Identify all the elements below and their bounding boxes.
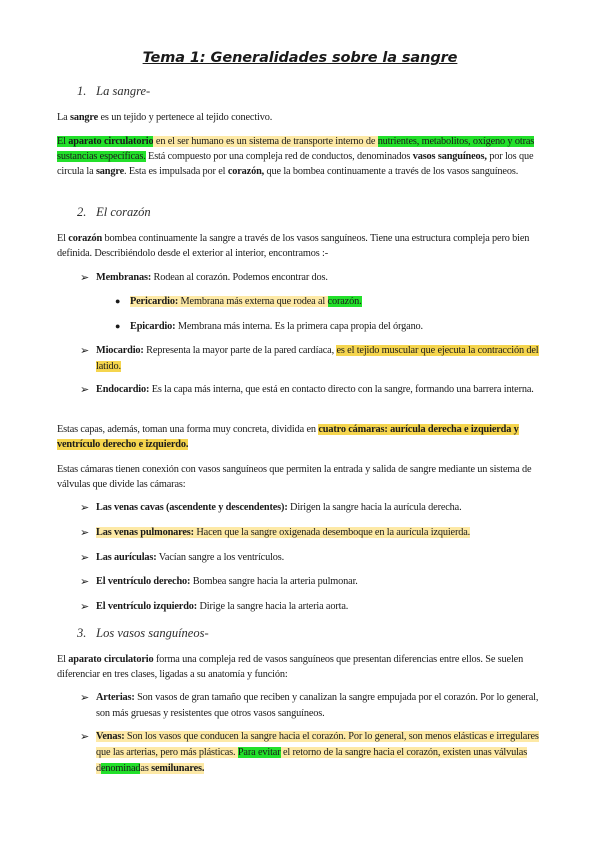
list-item-arterias: ➢ Arterias: Son vasos de gran tamaño que reciben y canalizan la sangre empujada por el corazón. Por lo general, son más gruesas y resistentes que otros vasos sanguíneos. xyxy=(80,692,539,719)
list-item-venas-cavas: ➢ Las venas cavas (ascendente y descendentes): Dirigen la sangre hacia la aurícula derecha. xyxy=(80,502,462,514)
arrow-bullet-icon: ➢ xyxy=(80,601,90,613)
list-subitem-epicardio: ● Epicardio: Membrana más interna. Es la primera capa propia del órgano. xyxy=(115,321,423,332)
arrow-bullet-icon: ➢ xyxy=(80,731,90,743)
list-item-auriculas: ➢ Las aurículas: Vacían sangre a los ventrículos. xyxy=(80,552,285,564)
list-item-venas: ➢ Venas: Son los vasos que conducen la sangre hacia el corazón. Por lo general, son menos elásticas e irregulares que las arterias, pero más plásticas. Para evitar el retorno de la sangre hacia el corazón, existen unas válvulas denominadas semilunares. xyxy=(80,731,539,774)
paragraph-sangre: La sangre es un tejido y pertenece al tejido conectivo. xyxy=(57,112,273,123)
paragraph-aparato: El aparato circulatorio en el ser humano es un sistema de transporte interno de nutrientes, metabolitos, oxígeno y otras sustancias específicas. Está compuesto por una compleja red de conductos, denominados vasos sanguíneos, por los que circula la sangre. Esta es impulsada por el corazón, que la bombea continuamente a través de los vasos sanguíneos. xyxy=(57,136,535,177)
list-subitem-pericardio: ● Pericardio: Membrana más externa que rodea al corazón. xyxy=(115,296,362,307)
paragraph-corazon: El corazón bombea continuamente la sangre a través de los vasos sanguíneos. Tiene una estructura compleja pero bien definida. Describiéndolo desde el exterior al interior, encontramos :- xyxy=(57,233,530,259)
arrow-bullet-icon: ➢ xyxy=(80,384,90,396)
section-label: Los vasos sanguíneos- xyxy=(96,626,209,640)
list-item-endocardio: ➢ Endocardio: Es la capa más interna, que está en contacto directo con la sangre, formando una barrera interna. xyxy=(80,384,534,396)
paragraph-camaras: Estas capas, además, toman una forma muy concreta, dividida en cuatro cámaras: aurícula derecha e izquierda y ventrículo derecho e izquierdo. xyxy=(57,424,519,450)
list-item-ventriculo-derecho: ➢ El ventrículo derecho: Bombea sangre hacia la arteria pulmonar. xyxy=(80,576,358,588)
section-heading-1 xyxy=(77,84,150,99)
section-label: El corazón xyxy=(96,205,151,219)
section-label: La sangre- xyxy=(96,84,151,98)
arrow-bullet-icon: ➢ xyxy=(80,345,90,357)
section-number: 3. xyxy=(77,626,87,640)
list-item-venas-pulmonares: ➢ Las venas pulmonares: Hacen que la sangre oxigenada desemboque en la aurícula izquierda. xyxy=(80,527,471,539)
arrow-bullet-icon: ➢ xyxy=(80,692,90,704)
arrow-bullet-icon: ➢ xyxy=(80,576,90,588)
section-heading-3 xyxy=(77,626,209,641)
list-item-ventriculo-izquierdo: ➢ El ventrículo izquierdo: Dirige la sangre hacia la arteria aorta. xyxy=(80,601,349,613)
list-item-membranas: ➢ Membranas: Rodean al corazón. Podemos encontrar dos. xyxy=(80,272,328,284)
arrow-bullet-icon: ➢ xyxy=(80,272,90,284)
page-title: Tema 1: Generalidades sobre la sangre xyxy=(142,50,458,66)
section-number: 1. xyxy=(77,84,87,98)
arrow-bullet-icon: ➢ xyxy=(80,527,90,539)
section-heading-2 xyxy=(77,205,151,220)
section-number: 2. xyxy=(77,205,87,219)
arrow-bullet-icon: ➢ xyxy=(80,552,90,564)
list-item-miocardio: ➢ Miocardio: Representa la mayor parte de la pared cardíaca, es el tejido muscular que ejecuta la contracción del latido. xyxy=(80,345,539,372)
dot-bullet-icon: ● xyxy=(115,296,121,306)
paragraph-conexion: Estas cámaras tienen conexión con vasos sanguíneos que permiten la entrada y salida de sangre mediante un sistema de válvulas que divide las cámaras: xyxy=(57,464,532,490)
arrow-bullet-icon: ➢ xyxy=(80,502,90,514)
dot-bullet-icon: ● xyxy=(115,321,121,331)
paragraph-vasos: El aparato circulatorio forma una compleja red de vasos sanguíneos que presentan diferencias entre ellos. Se suelen diferenciar en tres clases, ligadas a su anatomía y función: xyxy=(57,654,524,680)
